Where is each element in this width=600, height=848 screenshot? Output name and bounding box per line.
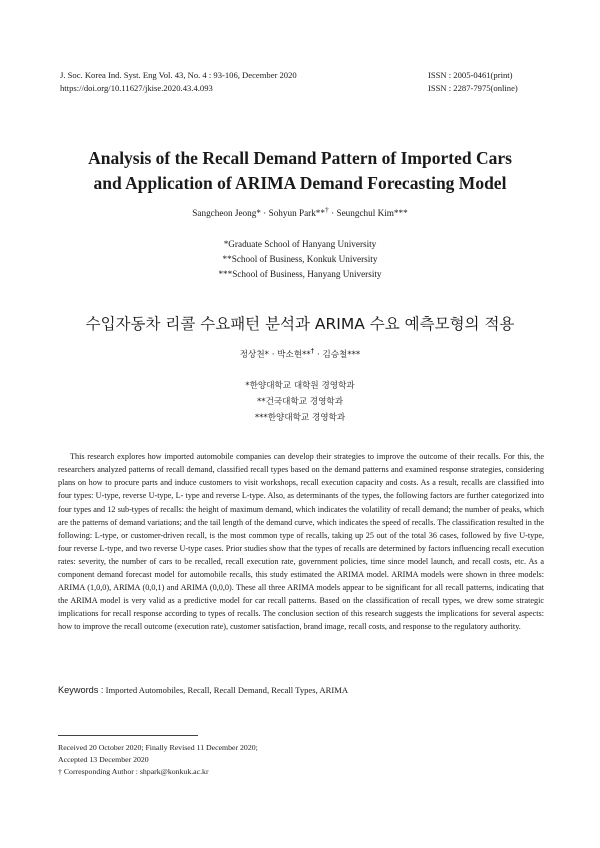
- issn-print: ISSN : 2005-0461(print): [428, 70, 513, 80]
- journal-header: [60, 69, 297, 95]
- dagger-mark: †: [58, 767, 62, 776]
- author-1: Sangcheon Jeong*: [192, 208, 261, 219]
- korean-author-1: 정상천*: [239, 349, 269, 360]
- affiliation-3: ***School of Business, Hanyang University: [218, 269, 382, 279]
- korean-author-3: 김승철***: [322, 349, 361, 360]
- korean-affiliation-2: **건국대학교 경영학과: [256, 397, 344, 407]
- corresponding-author-email[interactable]: Corresponding Author : shpark@konkuk.ac.kr: [63, 767, 209, 776]
- title-line-2: and Application of ARIMA Demand Forecasting Model: [93, 173, 507, 193]
- author-separator: ·: [263, 208, 267, 219]
- corresponding-mark: †: [325, 205, 329, 214]
- author-list: [0, 205, 600, 218]
- korean-author-list: [0, 346, 600, 360]
- korean-title: 수입자동차 리콜 수요패턴 분석과 ARIMA 수요 예측모형의 적용: [85, 315, 515, 333]
- journal-citation: J. Soc. Korea Ind. Syst. Eng Vol. 43, No. 4 : 93-106, December 2020: [60, 70, 297, 80]
- author-3: Seungchul Kim***: [336, 208, 408, 219]
- footnotes: [58, 742, 258, 778]
- affiliations: [0, 237, 600, 282]
- footnote-divider: [58, 735, 198, 736]
- paper-title: [30, 146, 570, 196]
- keywords: [58, 685, 544, 695]
- korean-affiliations: [0, 378, 600, 426]
- author-separator: ·: [271, 349, 275, 360]
- accepted-date: Accepted 13 December 2020: [58, 755, 149, 764]
- korean-corresponding-mark: †: [310, 346, 315, 355]
- keywords-label: Keywords :: [58, 685, 104, 695]
- affiliation-2: **School of Business, Konkuk University: [222, 254, 378, 264]
- abstract: This research explores how imported automobile companies can develop their strategies to improve the outcome of their recalls. For this, the researchers analyzed patterns of recall demand, classified recall types based on the demand patterns and examined response strategies, considering plans on how to procure parts and induce customers to visit workshops, recall execution capacity and costs. As a result, recalls are classified into four types: U-type, reverse U-type, L- type and reverse L-type. Also, as determinants of the types, the following factors are further categorized into four types and 12 sub-types of recalls: the height of maximum demand, which indicates the volatility of recall demand; the number of peaks, which are the patterns of demand variations; and the tail length of the demand curve, which indicates the speed of recalls. The classification resulted in the following: L-type, or customer-driven recall, is the most common type of recalls, taking up 25 out of the total 36 cases, followed by five U-type, four reverse L-type, and two reverse U-type cases. Prior studies show that the types of recalls are determined by factors influencing recall execution rates: severity, the number of cars to be recalled, recall execution rate, government policies, time since model launch, and recall costs, etc. As a component demand forecast model for automobile recalls, this study estimated the ARIMA model. ARIMA models were shown in three models: ARIMA (1,0,0), ARIMA (0,0,1) and ARIMA (0,0,0). These all three ARIMA models appear to be significant for all recall patterns, indicating that the ARIMA model is very valid as a predictive model for car recall patterns. Based on the classification of recall types, we drew some strategic implications for recall response according to types of recalls. The conclusion section of this research suggests the implications for several aspects: how to improve the recall outcome (execution rate), customer satisfaction, brand image, recall costs, and response to the regulatory authority.: [58, 452, 544, 632]
- affiliation-1: *Graduate School of Hanyang University: [223, 239, 377, 249]
- received-date: Received 20 October 2020; Finally Revised 11 December 2020;: [58, 743, 258, 752]
- author-2: Sohyun Park**: [268, 208, 325, 219]
- korean-affiliation-1: *한양대학교 대학원 경영학과: [245, 381, 355, 391]
- author-separator: ·: [316, 349, 320, 360]
- doi-link[interactable]: https://doi.org/10.11627/jkise.2020.43.4.093: [60, 83, 213, 93]
- korean-affiliation-3: ***한양대학교 경영학과: [254, 413, 346, 423]
- keywords-text: Imported Automobiles, Recall, Recall Demand, Recall Types, ARIMA: [105, 685, 349, 695]
- issn-online: ISSN : 2287-7975(online): [428, 83, 518, 93]
- korean-author-2: 박소현**: [277, 349, 311, 360]
- corresponding-author: [58, 766, 258, 778]
- author-separator: ·: [331, 208, 335, 219]
- issn-header: [428, 69, 518, 95]
- title-line-1: Analysis of the Recall Demand Pattern of Imported Cars: [88, 148, 512, 168]
